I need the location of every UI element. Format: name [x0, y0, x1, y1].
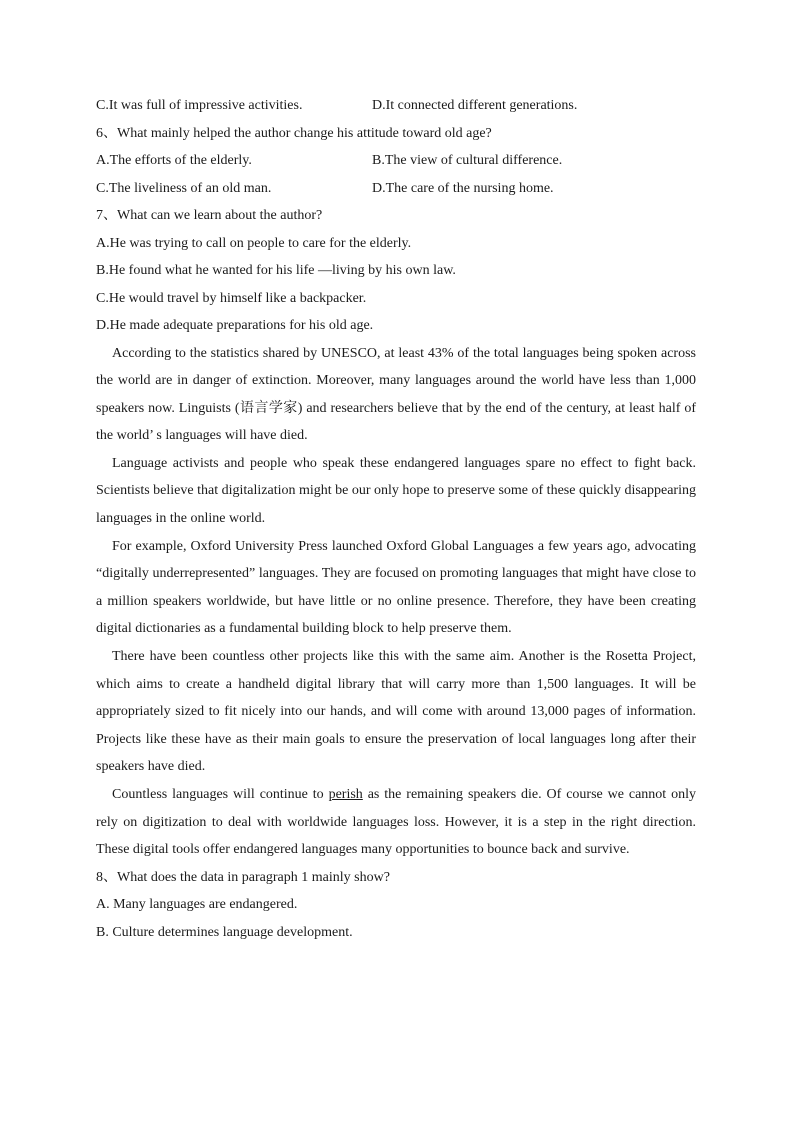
- passage-paragraph-1: According to the statistics shared by UNESCO, at least 43% of the total languages being spoken across the world are in danger of extinction. Moreover, many languages around the world have less than 1,000 speakers now. Linguists (语言学家) and researchers believe that by the end of the century, at least half of the world’ s languages will have died.: [96, 345, 696, 444]
- q6-options-row-2: [96, 175, 696, 203]
- q5-option-d: D.It connected different generations.: [372, 98, 578, 113]
- p5-text-before: Countless languages will continue to: [112, 787, 329, 802]
- passage-paragraph-2: Language activists and people who speak these endangered languages spare no effect to fight back. Scientists believe that digitalization might be our only hope to preserve some of these quickly disappearing languages in the online world.: [96, 455, 696, 527]
- q7-question: 7、What can we learn about the author?: [96, 208, 323, 223]
- underlined-word-perish: perish: [328, 787, 363, 802]
- q6-question: 6、What mainly helped the author change his attitude toward old age?: [96, 125, 492, 141]
- q6-option-b: B.The view of cultural difference.: [372, 153, 563, 168]
- q7-option-d: D.He made adequate preparations for his old age.: [96, 318, 374, 333]
- q6-options-row-1: [96, 147, 696, 175]
- q5-options-row: [96, 92, 696, 120]
- q6-option-d: D.The care of the nursing home.: [372, 180, 554, 196]
- q7-option-a: A.He was trying to call on people to care for the elderly.: [96, 235, 412, 251]
- q8-option-a: A. Many languages are endangered.: [96, 897, 298, 913]
- q5-option-c: C.It was full of impressive activities.: [96, 98, 303, 113]
- exam-page: [96, 92, 696, 946]
- q6-option-a: A.The efforts of the elderly.: [96, 153, 252, 168]
- passage-paragraph-3: For example, Oxford University Press launched Oxford Global Languages a few years ago, advocating “digitally underrepresented” languages. They are focused on promoting languages that might have close to a million speakers worldwide, but have little or no online presence. Therefore, they have been creating digital dictionaries as a fundamental building block to help preserve them.: [96, 538, 696, 637]
- q7-option-b: B.He found what he wanted for his life —living by his own law.: [96, 263, 456, 278]
- q8-question: 8、What does the data in paragraph 1 mainly show?: [96, 869, 390, 885]
- passage-paragraph-5: [96, 781, 696, 864]
- passage-paragraph-4: There have been countless other projects like this with the same aim. Another is the Rosetta Project, which aims to create a handheld digital library that will carry more than 1,500 languages. It will be appropriately sized to fit nicely into our hands, and will come with around 13,000 pages of information. Projects like these have as their main goals to ensure the preservation of local languages long after their speakers have died.: [96, 649, 696, 775]
- q7-option-c: C.He would travel by himself like a backpacker.: [96, 290, 367, 306]
- q6-option-c: C.The liveliness of an old man.: [96, 180, 272, 196]
- q8-option-b: B. Culture determines language development.: [96, 924, 353, 940]
- p5-text-after: as the remaining speakers die. Of course we cannot only rely on digitization to deal with worldwide languages loss. However, it is a step in the right direction. These digital tools offer endangered languages many opportunities to bounce back and survive.: [96, 787, 696, 858]
